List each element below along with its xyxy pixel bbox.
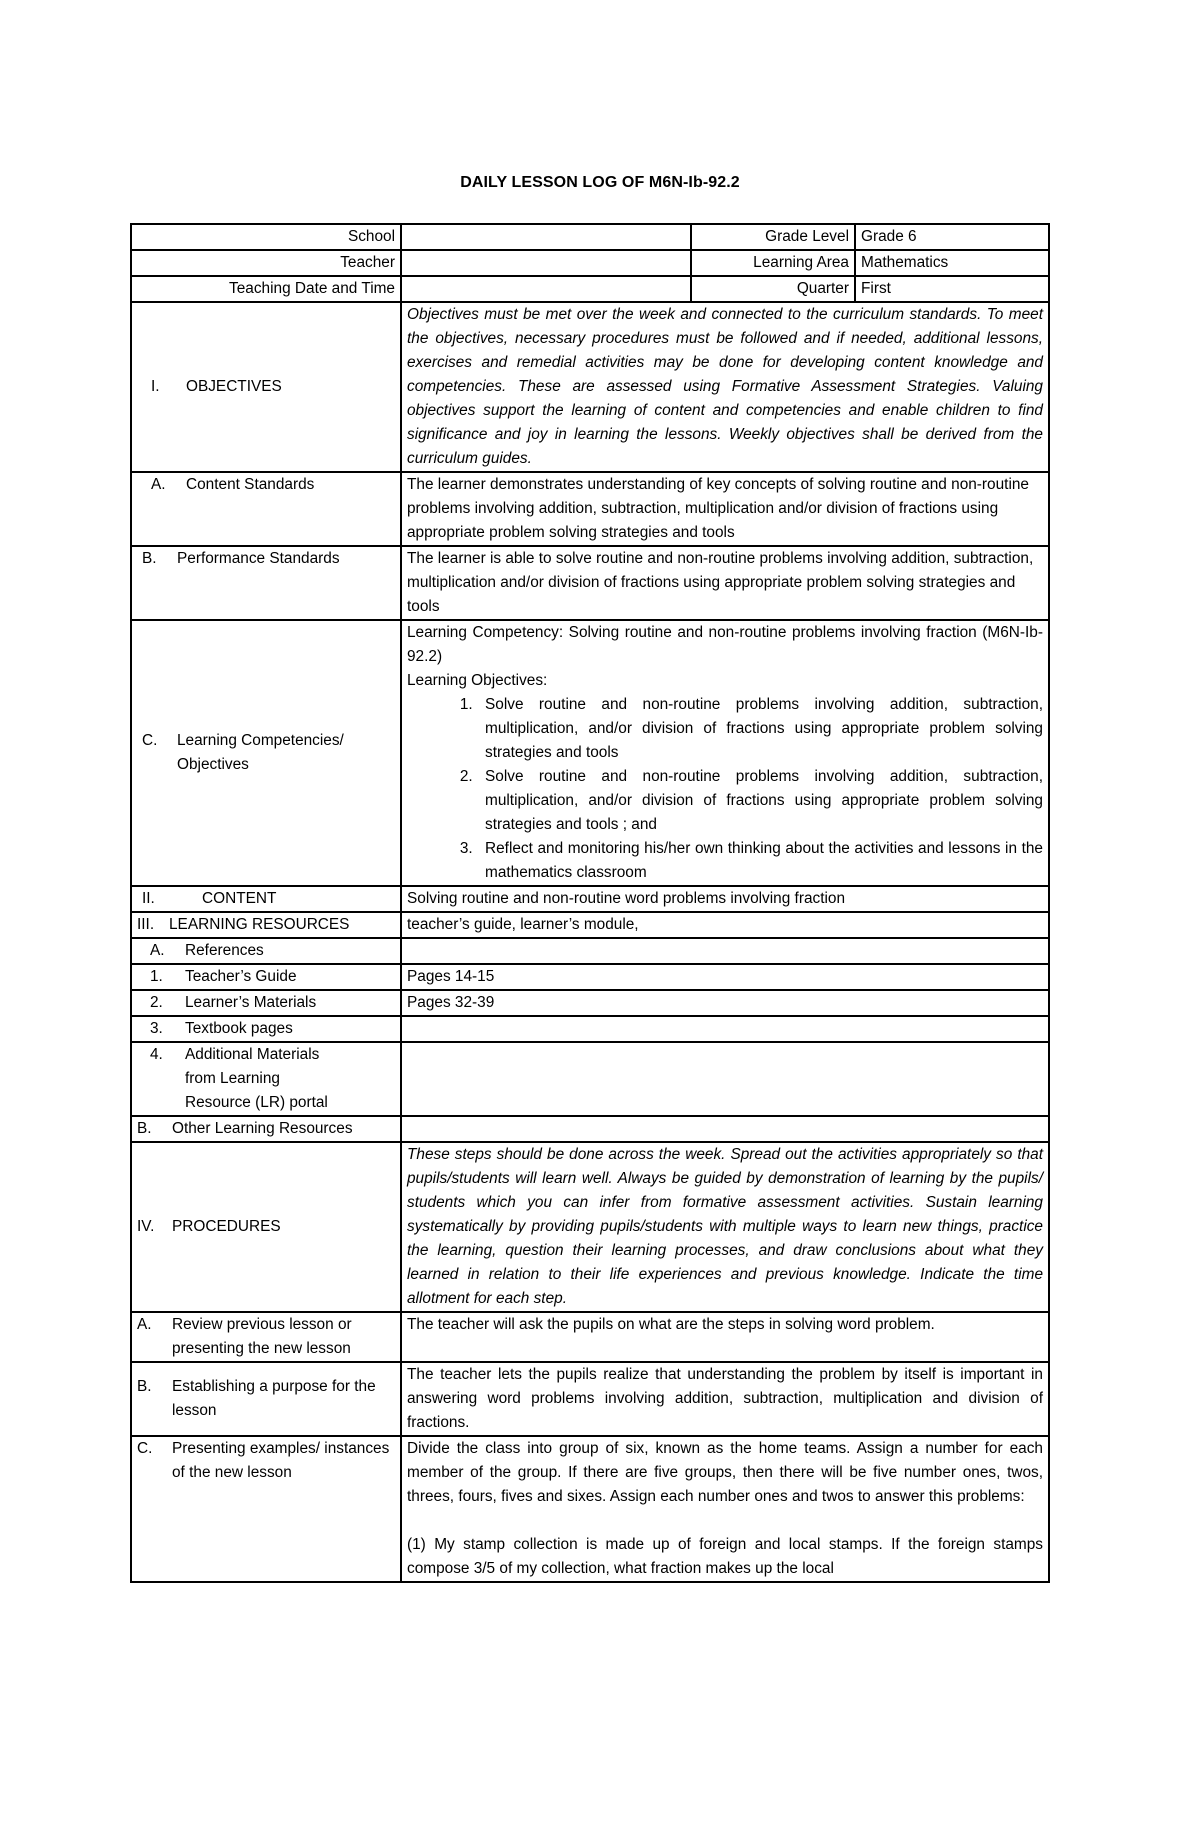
page-title: DAILY LESSON LOG OF M6N-Ib-92.2 — [460, 174, 740, 191]
examples-problem: (1) My stamp collection is made up of foreign and local stamps. If the foreign stamps compose 3/5 of my collection, what fraction makes up the local — [407, 1536, 1043, 1577]
performance-standards-label-cell — [131, 546, 401, 620]
objectives-label: OBJECTIVES — [186, 378, 282, 395]
competencies-row — [131, 620, 1049, 886]
teachers-guide-value: Pages 14-15 — [401, 964, 1049, 990]
purpose-num: B. — [137, 1378, 152, 1395]
references-row — [131, 938, 1049, 964]
learning-objective-item: 3. Reflect and monitoring his/her own thinking about the activities and lessons in the mathematics classroom — [477, 837, 1043, 885]
procedures-label-cell — [131, 1142, 401, 1312]
school-value — [401, 224, 691, 250]
examples-row — [131, 1436, 1049, 1582]
competencies-label: Learning Competencies/ Objectives — [177, 732, 344, 773]
content-row — [131, 886, 1049, 912]
other-resources-num: B. — [137, 1120, 152, 1137]
learning-objectives-label: Learning Objectives: — [407, 672, 548, 689]
learners-materials-num: 2. — [150, 994, 163, 1011]
content-text: Solving routine and non-routine word problems involving fraction — [401, 886, 1049, 912]
learning-area-value: Mathematics — [855, 250, 1049, 276]
textbook-pages-row — [131, 1016, 1049, 1042]
review-label-cell — [131, 1312, 401, 1362]
grade-level-value: Grade 6 — [855, 224, 1049, 250]
examples-cell — [401, 1436, 1049, 1582]
competencies-num: C. — [142, 732, 158, 749]
competencies-cell — [401, 620, 1049, 886]
header-row-school — [131, 224, 1049, 250]
review-row — [131, 1312, 1049, 1362]
teachers-guide-label-cell — [131, 964, 401, 990]
learning-area-label: Learning Area — [691, 250, 855, 276]
content-standards-label: Content Standards — [186, 476, 315, 493]
review-label: Review previous lesson or presenting the new lesson — [172, 1316, 352, 1357]
teachers-guide-label: Teacher’s Guide — [185, 968, 297, 985]
content-standards-label-cell — [131, 472, 401, 546]
learners-materials-value: Pages 32-39 — [401, 990, 1049, 1016]
content-standards-text: The learner demonstrates understanding of key concepts of solving routine and non-routine problems involving addition, subtraction, multiplication and/or division of fractions using appropriate problem solving strategies and tools — [401, 472, 1049, 546]
learners-materials-row — [131, 990, 1049, 1016]
competencies-label-cell — [131, 620, 401, 886]
content-standards-row — [131, 472, 1049, 546]
header-row-teacher — [131, 250, 1049, 276]
references-num: A. — [150, 942, 165, 959]
examples-num: C. — [137, 1440, 153, 1457]
learning-resources-text: teacher’s guide, learner’s module, — [401, 912, 1049, 938]
teachers-guide-num: 1. — [150, 968, 163, 985]
school-label: School — [131, 224, 401, 250]
performance-standards-label: Performance Standards — [177, 550, 340, 567]
additional-materials-num: 4. — [150, 1046, 163, 1063]
purpose-text: The teacher lets the pupils realize that understanding the problem by itself is important in answering word problems involving addition, subtraction, multiplication and division of fractions. — [401, 1362, 1049, 1436]
procedures-num: IV. — [137, 1218, 155, 1235]
additional-materials-value — [401, 1042, 1049, 1116]
teaching-date-label: Teaching Date and Time — [131, 276, 401, 302]
review-num: A. — [137, 1316, 152, 1333]
learning-resources-row — [131, 912, 1049, 938]
references-label-cell — [131, 938, 401, 964]
learning-objective-item: 2. Solve routine and non-routine problems involving addition, subtraction, multiplication, and/or division of fractions using appropriate problem solving strategies and tools ; and — [477, 765, 1043, 837]
additional-materials-row — [131, 1042, 1049, 1116]
performance-standards-row — [131, 546, 1049, 620]
textbook-pages-label-cell — [131, 1016, 401, 1042]
objectives-row — [131, 302, 1049, 472]
purpose-label-cell — [131, 1362, 401, 1436]
learning-objectives-list — [407, 693, 1043, 885]
learners-materials-label: Learner’s Materials — [185, 994, 317, 1011]
additional-materials-label-cell — [131, 1042, 401, 1116]
content-standards-num: A. — [151, 476, 166, 493]
grade-level-label: Grade Level — [691, 224, 855, 250]
other-resources-label-cell — [131, 1116, 401, 1142]
objectives-label-cell — [131, 302, 401, 472]
performance-standards-text: The learner is able to solve routine and non-routine problems involving addition, subtraction, multiplication and/or division of fractions using appropriate problem solving strategies and tools — [401, 546, 1049, 620]
references-label: References — [185, 942, 264, 959]
content-label: CONTENT — [202, 890, 277, 907]
performance-standards-num: B. — [142, 550, 157, 567]
learning-competency-text: Learning Competency: Solving routine and non-routine problems involving fraction (M6N-Ib-92.2) — [407, 624, 1043, 665]
procedures-text: These steps should be done across the week. Spread out the activities appropriately so that pupils/students will learn well. Always be guided by demonstration of learning by the pupils/ students which you can infer from formative assessment activities. Sustain learning systematically by providing pupils/students with multiple ways to learn new things, practice the learning, question their learning processes, and draw conclusions about what they learned in relation to their life experiences and previous knowledge. Indicate the time allotment for each step. — [401, 1142, 1049, 1312]
purpose-row — [131, 1362, 1049, 1436]
examples-label: Presenting examples/ instances of the new lesson — [172, 1440, 390, 1481]
review-text: The teacher will ask the pupils on what are the steps in solving word problem. — [401, 1312, 1049, 1362]
learners-materials-label-cell — [131, 990, 401, 1016]
procedures-row — [131, 1142, 1049, 1312]
learning-resources-label-cell — [131, 912, 401, 938]
learning-objective-item: 1. Solve routine and non-routine problems involving addition, subtraction, multiplication, and/or division of fractions using appropriate problem solving strategies and tools — [477, 693, 1043, 765]
teacher-value — [401, 250, 691, 276]
examples-label-cell — [131, 1436, 401, 1582]
teaching-date-value — [401, 276, 691, 302]
learning-resources-num: III. — [137, 916, 155, 933]
objectives-text: Objectives must be met over the week and connected to the curriculum standards. To meet the objectives, necessary procedures must be followed and if needed, additional lessons, exercises and remedial activities may be done for developing content knowledge and competencies. These are assessed using Formative Assessment Strategies. Valuing objectives support the learning of content and competencies and enable children to find significance and joy in learning the lessons. Weekly objectives shall be derived from the curriculum guides. — [401, 302, 1049, 472]
other-resources-label: Other Learning Resources — [172, 1120, 353, 1137]
other-resources-row — [131, 1116, 1049, 1142]
teachers-guide-row — [131, 964, 1049, 990]
references-value — [401, 938, 1049, 964]
textbook-pages-label: Textbook pages — [185, 1020, 293, 1037]
additional-materials-label: Additional Materials from Learning Resource (LR) portal — [185, 1046, 328, 1111]
quarter-value: First — [855, 276, 1049, 302]
textbook-pages-num: 3. — [150, 1020, 163, 1037]
quarter-label: Quarter — [691, 276, 855, 302]
procedures-label: PROCEDURES — [172, 1218, 281, 1235]
content-label-cell — [131, 886, 401, 912]
lesson-log-table — [130, 223, 1050, 1583]
purpose-label: Establishing a purpose for the lesson — [172, 1378, 376, 1419]
other-resources-value — [401, 1116, 1049, 1142]
content-num: II. — [142, 890, 155, 907]
objectives-num: I. — [151, 378, 160, 395]
header-row-date — [131, 276, 1049, 302]
examples-text: Divide the class into group of six, known as the home teams. Assign a number for each member of the group. If there are five groups, then there will be five number ones, twos, threes, fours, fives and sixes. Assign each number ones and twos to answer this problems: — [407, 1440, 1043, 1505]
learning-resources-label: LEARNING RESOURCES — [169, 916, 350, 933]
teacher-label: Teacher — [131, 250, 401, 276]
textbook-pages-value — [401, 1016, 1049, 1042]
